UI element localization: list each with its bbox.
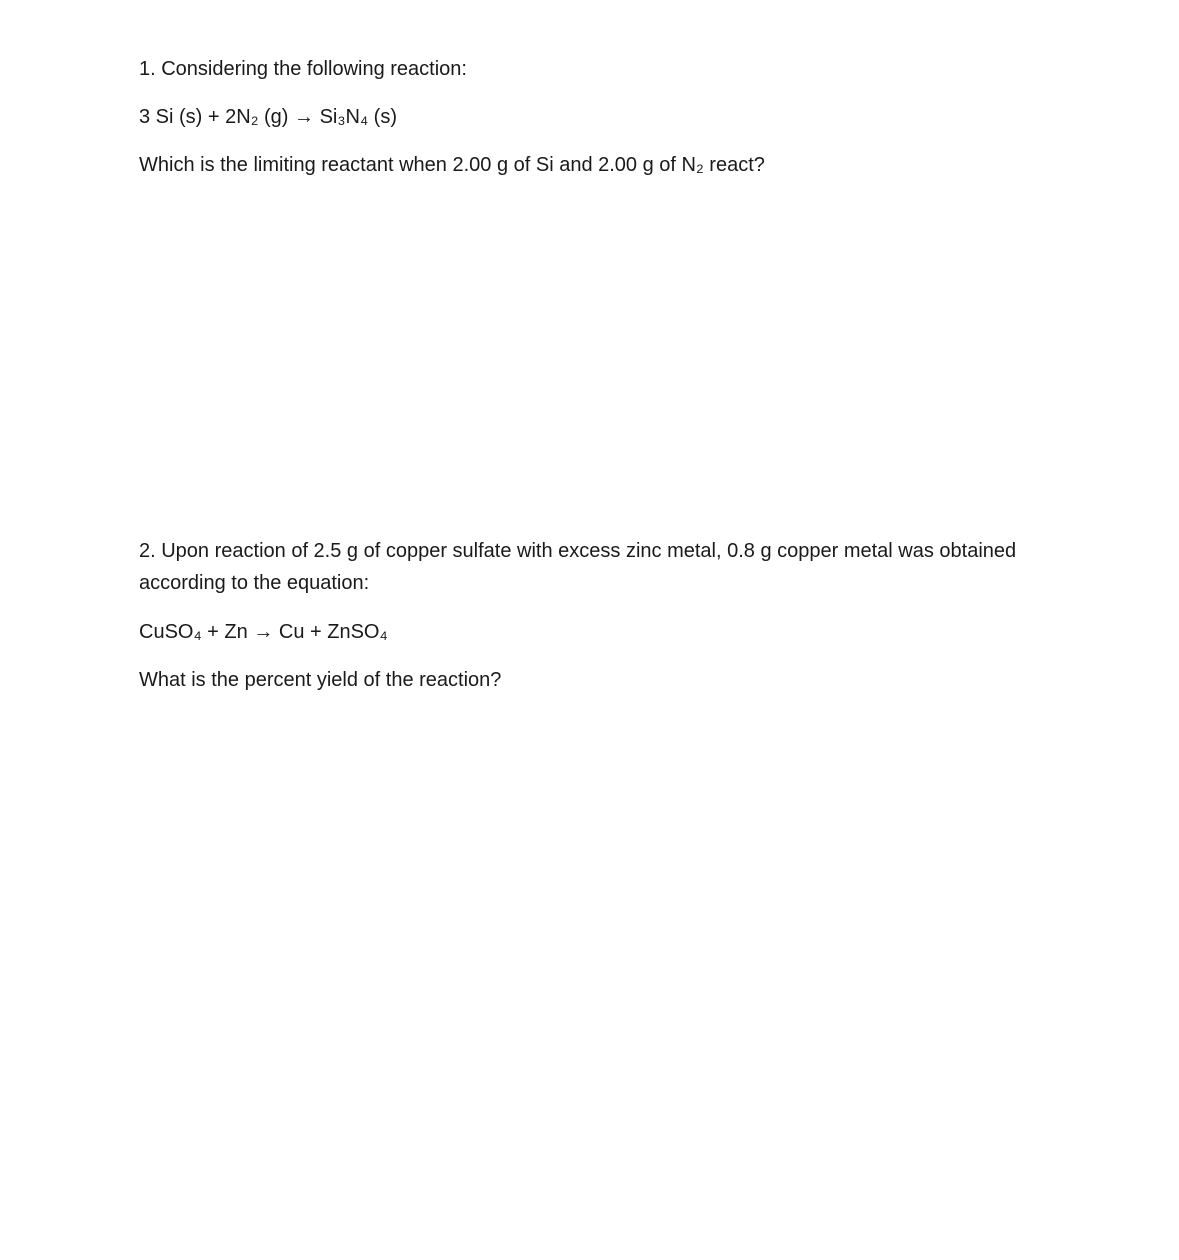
- question-2-prompt: What is the percent yield of the reaction?: [139, 669, 502, 691]
- question-1-equation: 3 Si (s) + 2N₂ (g) → Si₃N₄ (s): [139, 106, 397, 128]
- question-2-intro: 2. Upon reaction of 2.5 g of copper sulfate with excess zinc metal, 0.8 g copper metal was obtained according to the equation:: [139, 540, 1017, 594]
- question-2-equation: CuSO₄ + Zn → Cu + ZnSO₄: [139, 621, 388, 643]
- question-1-prompt: Which is the limiting reactant when 2.00 g of Si and 2.00 g of N₂ react?: [139, 154, 765, 176]
- question-1-heading: 1. Considering the following reaction:: [139, 58, 467, 80]
